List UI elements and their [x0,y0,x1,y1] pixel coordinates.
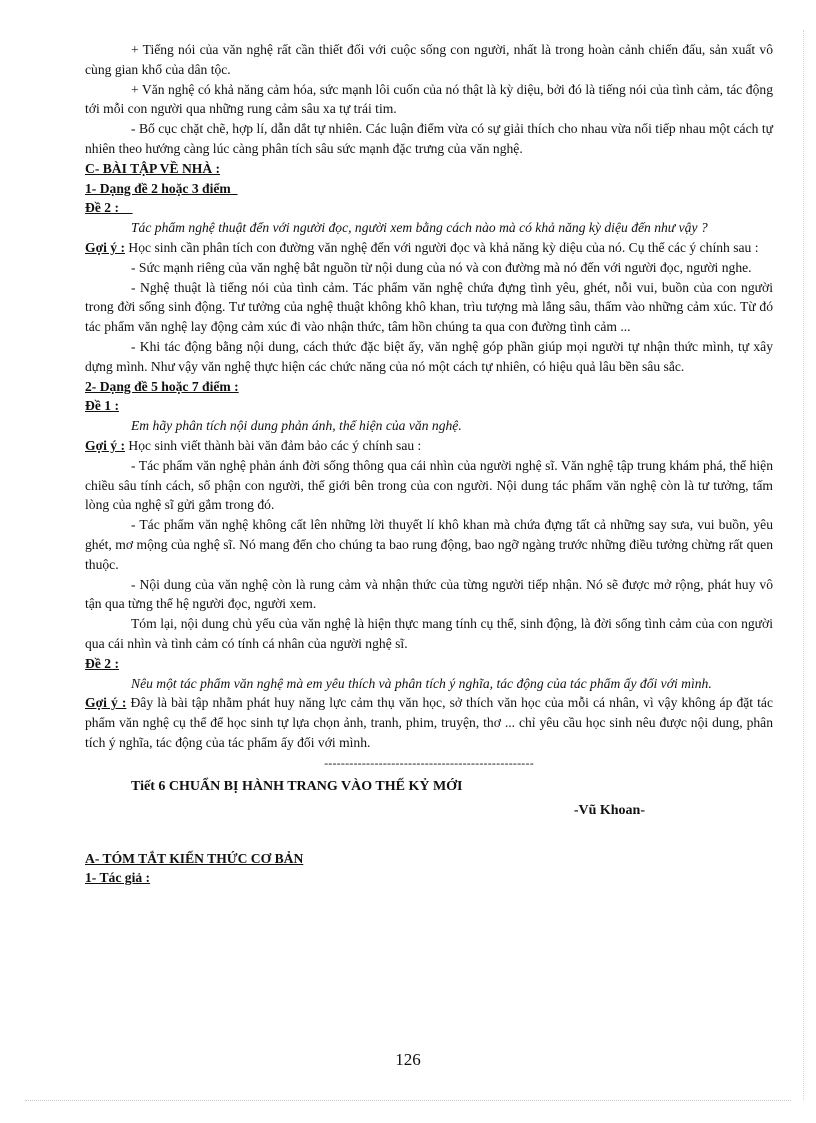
section-heading-c [85,159,773,179]
exercise-label [85,654,773,674]
hint-paragraph [85,693,773,752]
paragraph: - Nội dung của văn nghệ còn là rung cảm và nhận thức của từng người tiếp nhận. Nó sẽ được mở rộng, phát huy vô tận qua từng thế hệ người đọc, người xem. [85,576,773,612]
exercise-label [85,396,773,416]
paragraph: + Tiếng nói của văn nghệ rất cần thiết đối với cuộc sống con người, nhất là trong hoàn cảnh chiến đấu, sản xuất vô cùng gian khổ của dân tộc. [85,42,773,77]
subsection-heading-author-text: 1- Tác giả : [85,870,151,886]
bottom-margin-rule [25,1100,791,1101]
subsection-heading-2 [85,377,773,397]
paragraph: Tóm lại, nội dung chủ yếu của văn nghệ là hiện thực mang tính cụ thể, sinh động, là đời sống tình cảm của con người qua cái nhìn và tình cảm có tính cá nhân của người nghệ sĩ. [85,616,773,651]
section-heading-a-text: A- TÓM TẮT KIẾN THỨC CƠ BẢN [85,850,304,866]
separator-line: -------------------------------------------------- [324,755,534,770]
hint-text: Học sinh cần phân tích con đường văn nghệ đến với người đọc và khả năng kỳ diệu của nó. Cụ thể các ý chính sau : [125,239,759,255]
paragraph: - Khi tác động bằng nội dung, cách thức đặc biệt ấy, văn nghệ góp phần giúp mọi người tự nhận thức mình, tự xây dựng mình. Như vậy văn nghệ thực hiện các chức năng của nó một cách tự nhiên, có hiệu quả lâu bền sâu sắc. [85,338,773,374]
exercise-label [85,198,773,218]
hint-label: Gợi ý : [85,239,125,255]
exercise-label-text: Đề 2 : [85,200,119,216]
exercise-question: Tác phẩm nghệ thuật đến với người đọc, người xem bằng cách nào mà có khả năng kỳ diệu đến như vậy ? [131,220,708,236]
hint-label: Gợi ý : [85,695,127,711]
subsection-heading-1-text: 1- Dạng đề 2 hoặc 3 điểm [85,180,231,196]
right-margin-rule [803,30,804,1100]
hint-paragraph [85,238,773,258]
paragraph: - Nghệ thuật là tiếng nói của tình cảm. Tác phẩm văn nghệ chứa đựng tình yêu, ghét, nỗi vui, buồn của con người trong đời sống sinh động. Tư tưởng của nghệ thuật không khô khan, trìu tượng mà lắng sâu, thấm vào những cảm xúc. Từ đó tác phẩm văn nghệ lay động cảm xúc đi vào nhận thức, tâm hồn chúng ta qua con đường tình cảm ... [85,279,773,335]
subsection-heading-2-text: 2- Dạng đề 5 hoặc 7 điểm : [85,378,239,394]
author-name: -Vũ Khoan- [573,802,645,818]
section-heading-c-text: C- BÀI TẬP VỀ NHÀ : [85,160,221,176]
hint-label: Gợi ý : [85,437,125,453]
hint-paragraph [85,436,773,456]
hint-text: Đây là bài tập nhằm phát huy năng lực cảm thụ văn học, sở thích văn học của mỗi cá nhân, vì vậy không áp đặt tác phẩm văn nghệ cụ thể để học sinh tự lựa chọn ảnh, tranh, phim, truyện, thơ ... chỉ yêu cầu học sinh nêu được nội dung, phân tích ý nghĩa, tác động của tác phẩm ấy đối với mình. [85,695,774,750]
exercise-label-text: Đề 1 : [85,398,119,414]
paragraph: - Bố cục chặt chẽ, hợp lí, dẫn dắt tự nhiên. Các luận điểm vừa có sự giải thích cho nhau vừa nối tiếp nhau một cách tự nhiên theo hướng càng lúc càng phân tích sâu sức mạnh đặc trưng của văn nghệ. [85,121,773,156]
document-page [85,40,773,888]
paragraph: - Tác phẩm văn nghệ phản ánh đời sống thông qua cái nhìn của người nghệ sĩ. Văn nghệ tập trung khám phá, thể hiện chiều sâu tính cách, số phận con người, thế giới bên trong của con người. Nội dung tác phẩm văn nghệ còn là tư tưởng, tấm lòng của nghệ sĩ gửi gắm trong đó. [85,457,773,513]
exercise-question: Em hãy phân tích nội dung phản ánh, thể hiện của văn nghệ. [131,418,462,434]
hint-text: Học sinh viết thành bài văn đảm bảo các ý chính sau : [125,437,422,453]
subsection-heading-1 [85,179,773,199]
exercise-label-text: Đề 2 : [85,655,119,671]
page-number: 126 [395,1050,421,1069]
paragraph: - Sức mạnh riêng của văn nghệ bắt nguồn từ nội dung của nó và con đường mà nó đến với người đọc, người nghe. [131,259,752,275]
section-heading-a [85,849,773,869]
paragraph: + Văn nghệ có khả năng cảm hóa, sức mạnh lôi cuốn của nó thật là kỳ diệu, bởi đó là tiếng nói của tình cảm, tác động tới mỗi con người qua những rung cảm sâu xa tự trái tim. [85,81,773,117]
lesson-title: Tiết 6 CHUẨN BỊ HÀNH TRANG VÀO THẾ KỶ MỚI [131,778,463,794]
exercise-question: Nêu một tác phẩm văn nghệ mà em yêu thích và phân tích ý nghĩa, tác động của tác phẩm ấy đối với mình. [131,675,712,691]
paragraph: - Tác phẩm văn nghệ không cất lên những lời thuyết lí khô khan mà chứa đựng tất cả những say sưa, vui buồn, yêu ghét, mơ mộng của nghệ sĩ. Nó mang đến cho chúng ta bao rung động, bao ngỡ ngàng trước những điều tưởng chừng rất quen thuộc. [85,517,773,572]
subsection-heading-author [85,868,773,888]
